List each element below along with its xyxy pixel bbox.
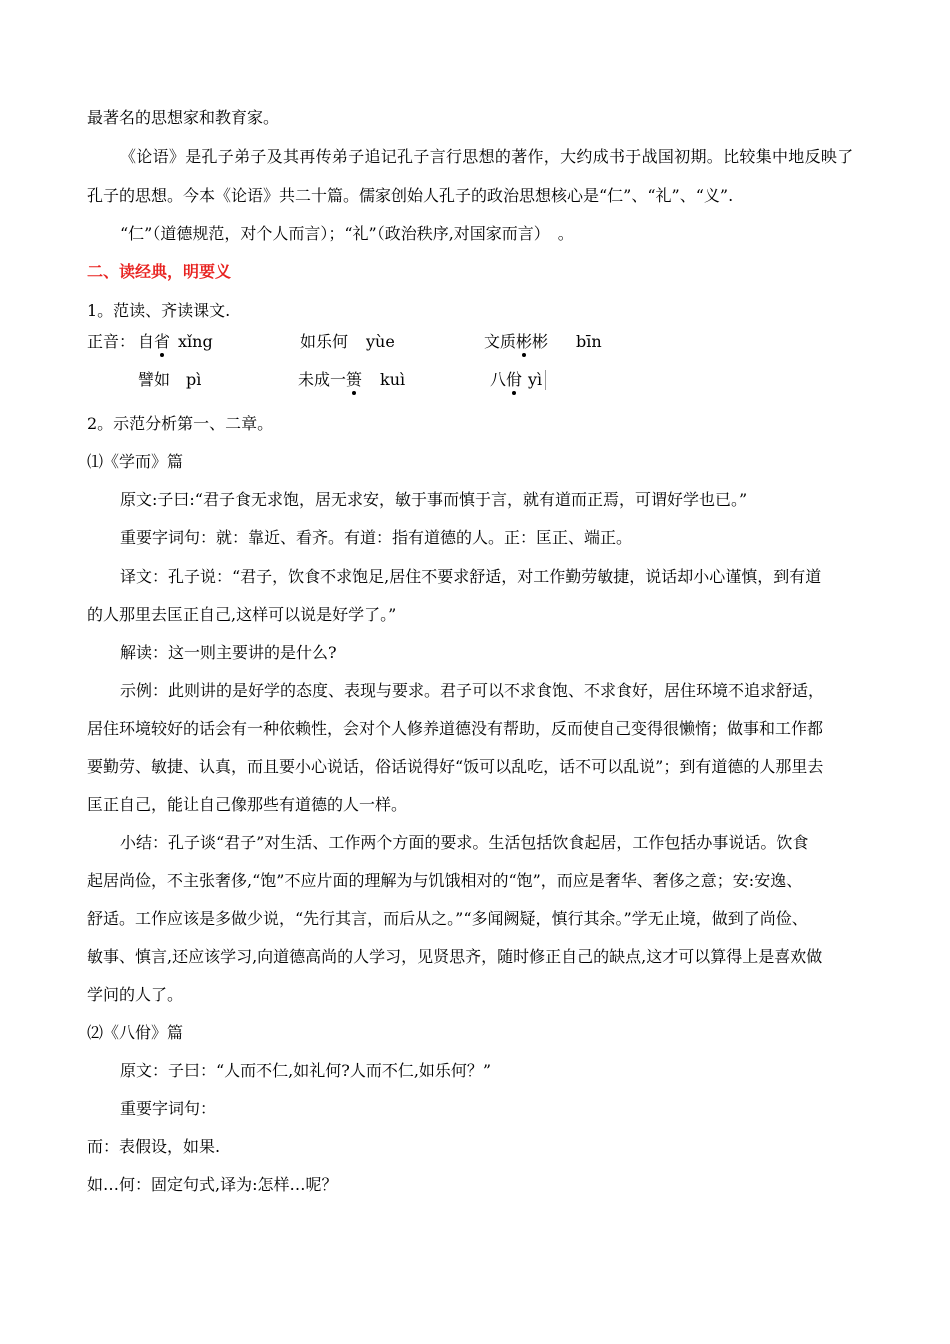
step-line: 2。示范分析第一、二章。	[87, 414, 274, 433]
paragraph-line: 舒适。工作应该是多做少说，“先行其言，而后从之。”“多闻阙疑，慎行其余。”学无止境，做到了尚俭、	[87, 909, 808, 928]
paragraph-line: “仁”（道德规范，对个人而言）；“礼”（政治秩序,对国家而言） 。	[120, 224, 574, 243]
pronunciation-word: 八佾	[490, 370, 523, 389]
paragraph-line: 示例：此则讲的是好学的态度、表现与要求。君子可以不求食饱、不求食好，居住环境不追求舒适，	[120, 681, 825, 700]
paragraph-line: 匡正自己，能让自己像那些有道德的人一样。	[87, 795, 408, 814]
paragraph-line: 要勤劳、敏捷、认真，而且要小心说话，俗话说得好“饭可以乱吃，话不可以乱说”；到有道德的人那里去	[87, 757, 824, 776]
pinyin: bīn	[576, 332, 602, 351]
paragraph-line: 学问的人了。	[87, 985, 184, 1004]
paragraph-line: 如…何：固定句式,译为:怎样…呢？	[87, 1175, 338, 1194]
pronunciation-word: 文质彬彬	[484, 332, 549, 351]
paragraph-line: 而：表假设，如果.	[87, 1137, 221, 1156]
pinyin: xǐng	[178, 332, 213, 351]
step-line: 1。范读、齐读课文.	[87, 301, 231, 320]
pinyin: yùe	[366, 332, 395, 351]
paragraph-line: 原文:子曰:“君子食无求饱，居无求安，敏于事而慎于言，就有道而正焉，可谓好学也已。”	[120, 490, 748, 509]
paragraph-line: 《论语》是孔子弟子及其再传弟子追记孔子言行思想的著作，大约成书于战国初期。比较集中地反映了	[120, 147, 854, 166]
paragraph-line: 小结：孔子谈“君子”对生活、工作两个方面的要求。生活包括饮食起居，工作包括办事说话。饮食	[120, 833, 809, 852]
paragraph-line: 居住环境较好的话会有一种依赖性，会对个人修养道德没有帮助，反而使自己变得很懒惰；做事和工作都	[87, 719, 824, 738]
paragraph-line: 译文：孔子说：“君子，饮食不求饱足,居住不要求舒适，对工作勤劳敏捷，说话却小心谨慎，到有道	[120, 567, 822, 586]
pronunciation-word: 譬如	[138, 370, 171, 389]
paragraph-line: 重要字词句：	[120, 1099, 217, 1118]
pinyin: pì	[186, 370, 202, 389]
pinyin: yì	[528, 370, 546, 390]
paragraph-line: 原文：子曰：“人而不仁,如礼何?人而不仁,如乐何？”	[120, 1061, 492, 1080]
pronunciation-label: 正音：	[87, 332, 136, 351]
chapter-heading: ⑵《八佾》篇	[87, 1023, 184, 1042]
paragraph-line: 最著名的思想家和教育家。	[87, 108, 280, 127]
paragraph-line: 孔子的思想。今本《论语》共二十篇。儒家创始人孔子的政治思想核心是“仁”、“礼”、“义”.	[87, 186, 734, 205]
section-heading: 二、读经典，明要义	[87, 262, 232, 281]
pronunciation-word: 如乐何	[300, 332, 349, 351]
pronunciation-word: 自省	[138, 332, 171, 351]
paragraph-line: 解读：这一则主要讲的是什么?	[120, 643, 337, 662]
pronunciation-word: 未成一篑	[298, 370, 363, 389]
paragraph-line: 的人那里去匡正自己,这样可以说是好学了。”	[87, 605, 397, 624]
chapter-heading: ⑴《学而》篇	[87, 452, 184, 471]
paragraph-line: 重要字词句：就：靠近、看齐。有道：指有道德的人。正：匡正、端正。	[120, 528, 633, 547]
paragraph-line: 起居尚俭，不主张奢侈,“饱”不应片面的理解为与饥饿相对的“饱”，而应是奢华、奢侈之意；安:安逸、	[87, 871, 803, 890]
paragraph-line: 敏事、慎言,还应该学习,向道德高尚的人学习，见贤思齐，随时修正自己的缺点,这才可以算得上是喜欢做	[87, 947, 823, 966]
pinyin: kuì	[380, 370, 406, 389]
